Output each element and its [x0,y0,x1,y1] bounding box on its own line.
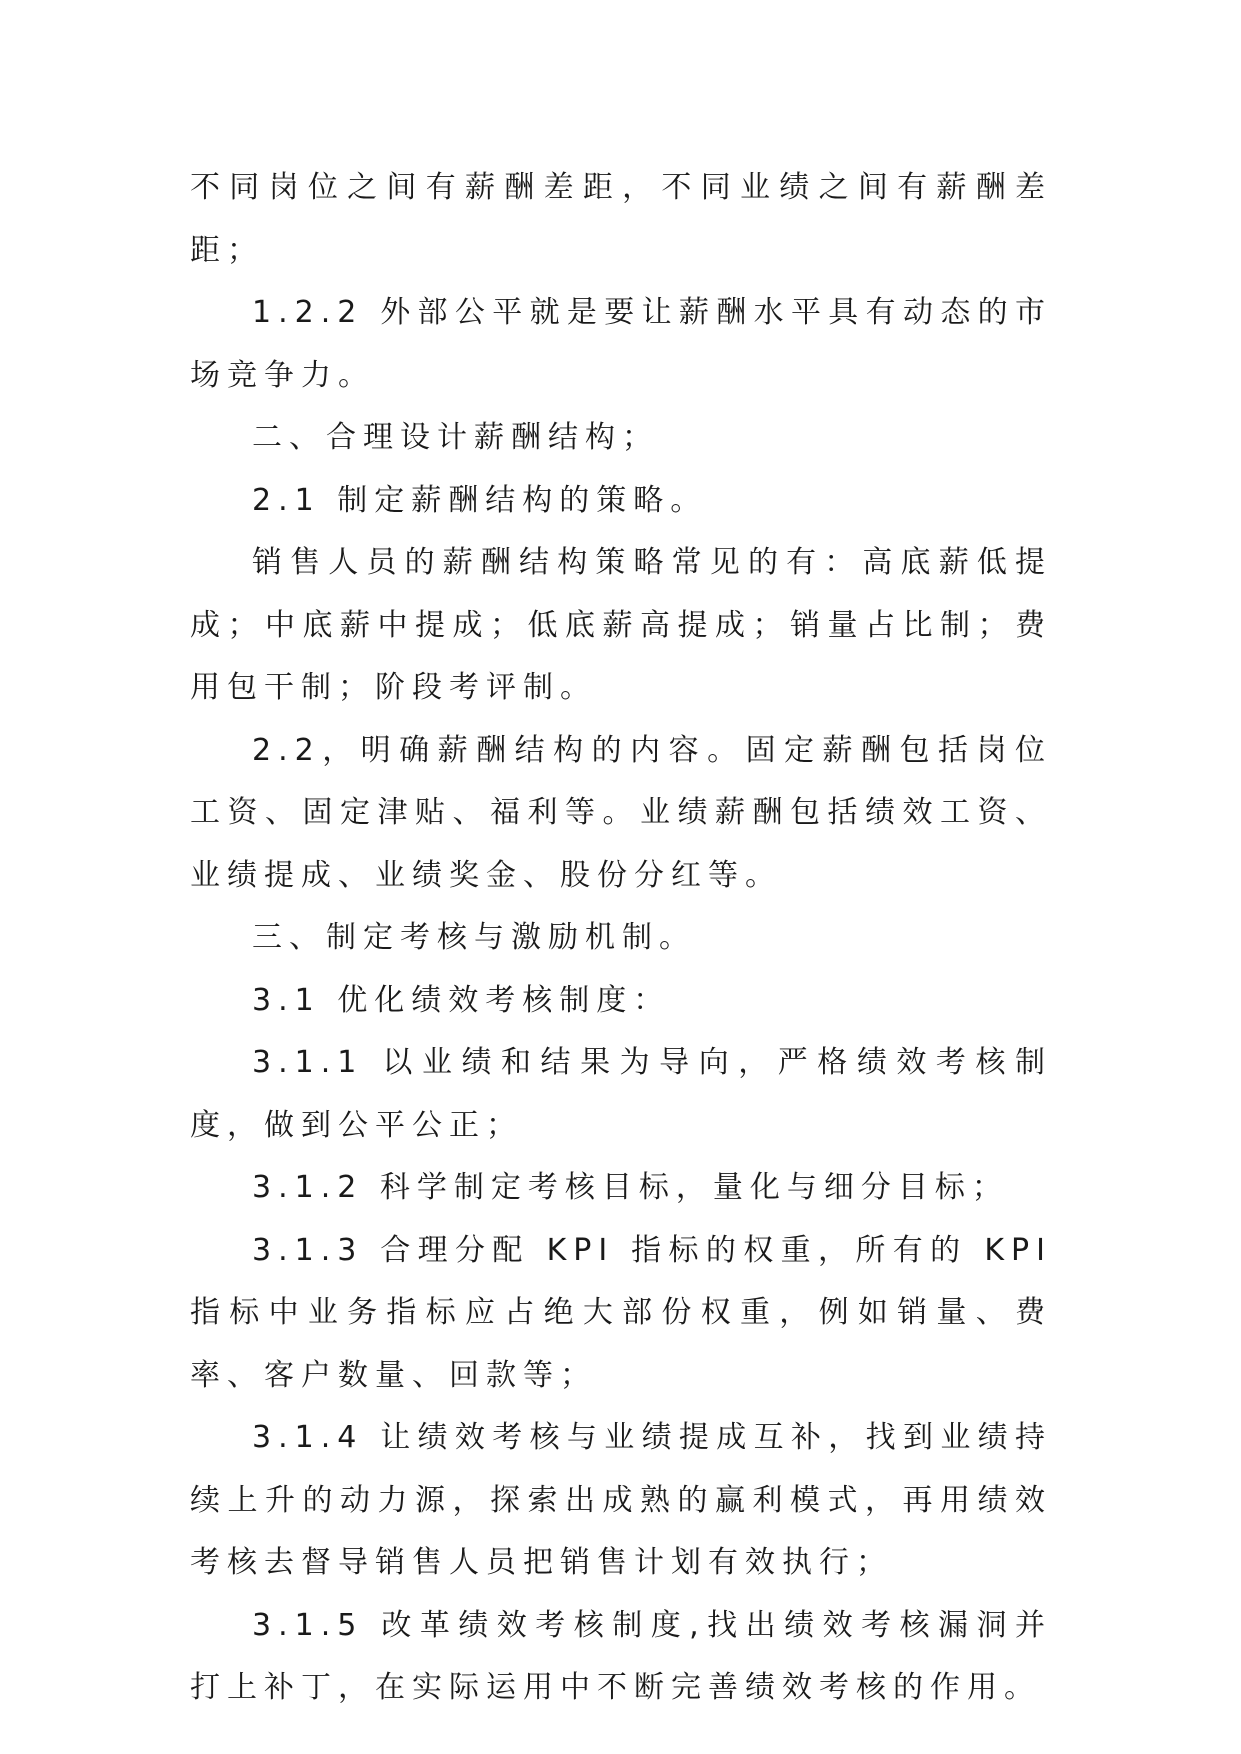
paragraph: 2.2，明确薪酬结构的内容。固定薪酬包括岗位工资、固定津贴、福利等。业绩薪酬包括绩效工资、业绩提成、业绩奖金、股份分红等。 [190,732,1052,893]
list-item: 3.1.2 科学制定考核目标，量化与细分目标； [252,1170,1009,1205]
document-body [190,157,1052,1720]
list-item: 3.1.5 改革绩效考核制度,找出绩效考核漏洞并打上补丁，在实际运用中不断完善绩效考核的作用。 [190,1607,1052,1705]
list-item: 3.1.1 以业绩和结果为导向，严格绩效考核制度，做到公平公正； [190,1045,1052,1143]
section-heading: 二、合理设计薪酬结构； [252,420,659,455]
list-item: 3.1.3 合理分配 KPI 指标的权重，所有的 KPI 指标中业务指标应占绝大部份权重，例如销量、费率、客户数量、回款等； [190,1232,1052,1393]
paragraph: 销售人员的薪酬结构策略常见的有：高底薪低提成；中底薪中提成；低底薪高提成；销量占比制；费用包干制；阶段考评制。 [190,545,1052,705]
list-item: 3.1.4 让绩效考核与业绩提成互补，找到业绩持续上升的动力源，探索出成熟的赢利模式，再用绩效考核去督导销售人员把销售计划有效执行； [190,1420,1052,1580]
subsection-heading: 2.1 制定薪酬结构的策略。 [252,482,708,518]
paragraph: 不同岗位之间有薪酬差距，不同业绩之间有薪酬差距； [190,170,1052,268]
paragraph: 1.2.2 外部公平就是要让薪酬水平具有动态的市场竞争力。 [190,295,1052,393]
subsection-heading: 3.1 优化绩效考核制度： [252,982,671,1018]
section-heading: 三、制定考核与激励机制。 [252,920,696,955]
